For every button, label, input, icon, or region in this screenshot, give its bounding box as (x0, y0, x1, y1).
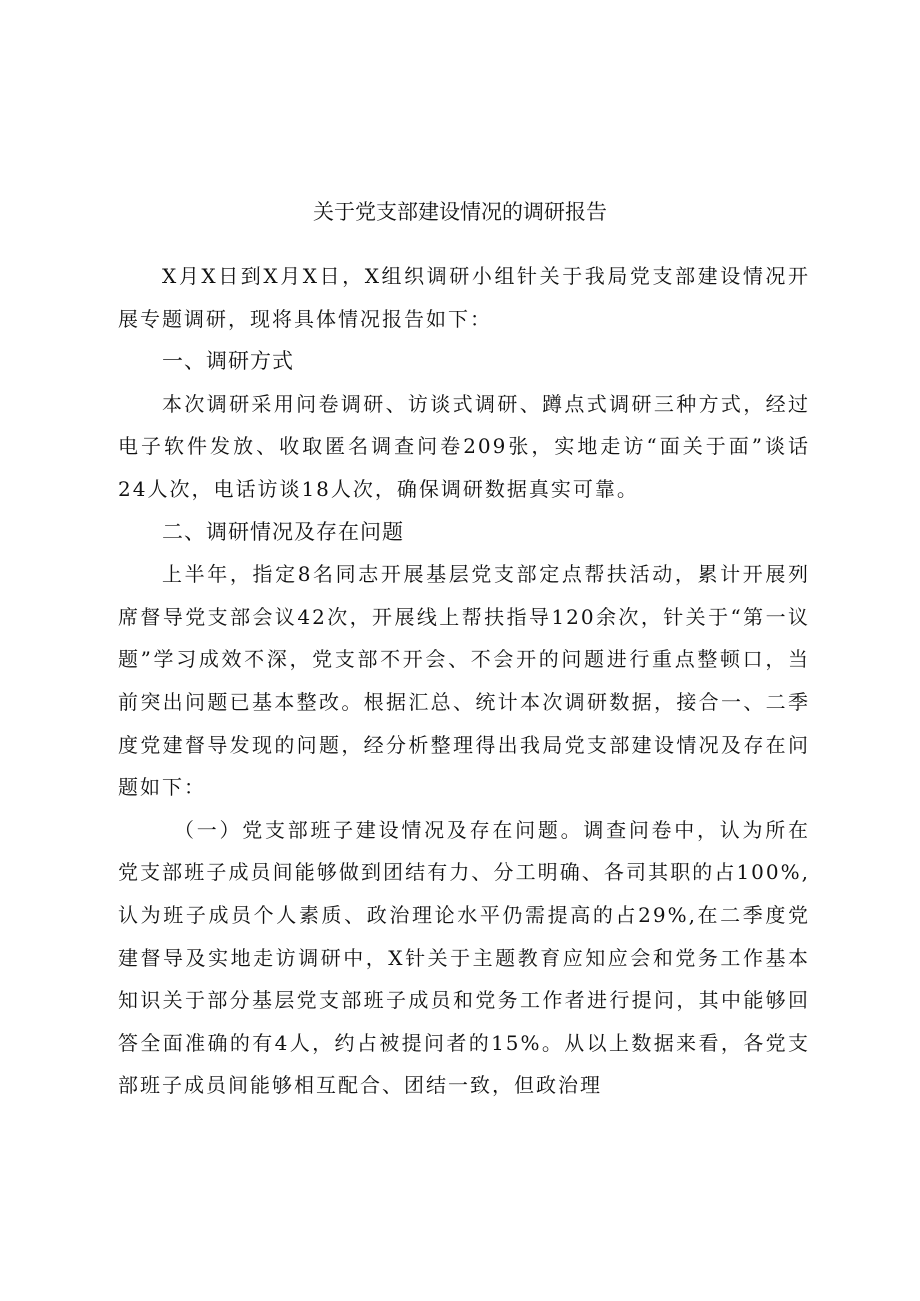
method-paragraph: 本次调研采用问卷调研、访谈式调研、蹲点式调研三种方式，经过电子软件发放、收取匿名调查问卷209张，实地走访“面关于面”谈话24人次，电话访谈18人次，确保调研数据真实可靠。 (118, 391, 810, 501)
intro-paragraph: X月X日到X月X日，X组织调研小组针关于我局党支部建设情况开展专题调研，现将具体情况报告如下： (118, 264, 810, 331)
subsection-team-paragraph: （一）党支部班子建设情况及存在问题。调查问卷中，认为所在党支部班子成员间能够做到团结有力、分工明确、各司其职的占100%,认为班子成员个人素质、政治理论水平仍需提高的占29%,在二季度党建督导及实地走访调研中，X针关于主题教育应知应会和党务工作基本知识关于部分基层党支部班子成员和党务工作者进行提问，其中能够回答全面准确的有4人，约占被提问者的15%。从以上数据来看，各党支部班子成员间能够相互配合、团结一致，但政治理 (118, 817, 810, 1098)
section-heading-findings: 二、调研情况及存在问题 (162, 519, 404, 544)
section-heading-method: 一、调研方式 (162, 349, 294, 374)
findings-paragraph: 上半年，指定8名同志开展基层党支部定点帮扶活动，累计开展列席督导党支部会议42次，开展线上帮扶指导120余次，针关于“第一议题”学习成效不深，党支部不开会、不会开的问题进行重点整顿口，当前突出问题已基本整改。根据汇总、统计本次调研数据，接合一、二季度党建督导发现的问题，经分析整理得出我局党支部建设情况及存在问题如下： (118, 562, 810, 800)
document-title: 关于党支部建设情况的调研报告 (313, 200, 607, 224)
document-body (118, 255, 810, 1107)
